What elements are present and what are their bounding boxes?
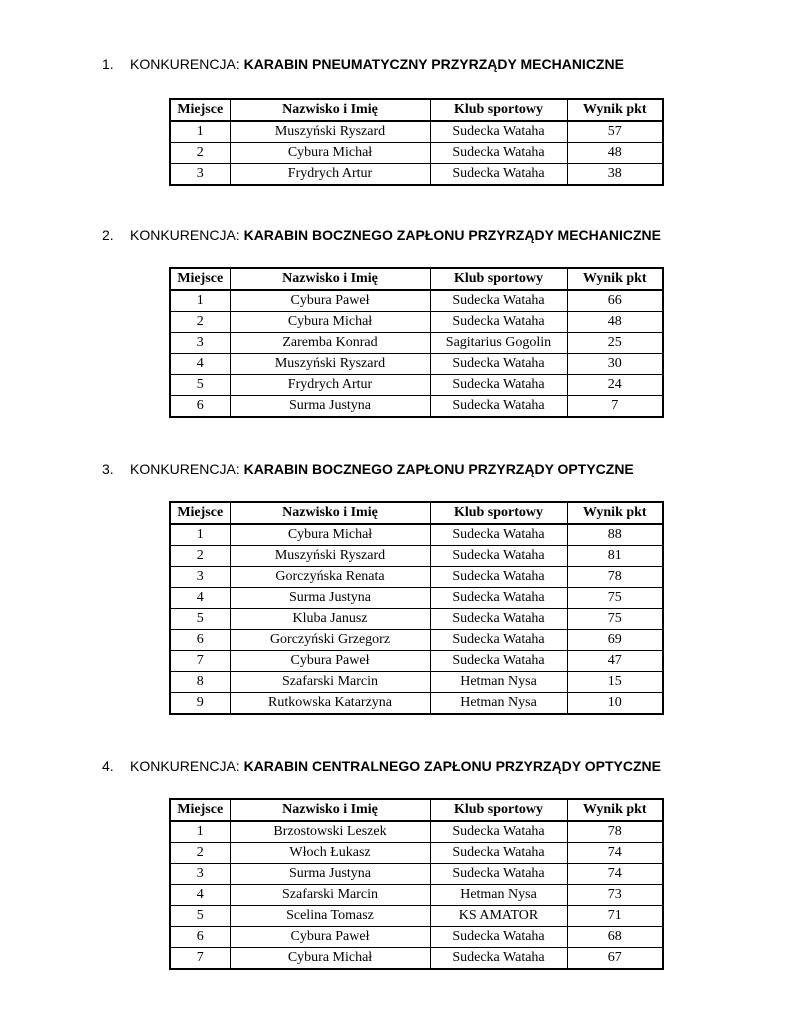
cell-score: 24: [567, 375, 663, 396]
cell-club: Sudecka Wataha: [430, 354, 567, 375]
cell-place: 4: [170, 354, 230, 375]
cell-score: 78: [567, 821, 663, 843]
cell-place: 4: [170, 885, 230, 906]
table-row: [170, 567, 663, 588]
cell-score: 69: [567, 630, 663, 651]
cell-place: 7: [170, 651, 230, 672]
cell-club: Sudecka Wataha: [430, 546, 567, 567]
header-place: Miejsce: [170, 799, 230, 821]
results-table: [169, 98, 664, 186]
cell-place: 2: [170, 546, 230, 567]
table-row: [170, 693, 663, 715]
table-row: [170, 290, 663, 312]
results-table: [169, 501, 664, 715]
cell-name: Muszyński Ryszard: [230, 121, 430, 143]
cell-place: 8: [170, 672, 230, 693]
cell-club: KS AMATOR: [430, 906, 567, 927]
competition-prefix: KONKURENCJA:: [130, 758, 240, 774]
cell-club: Sudecka Wataha: [430, 567, 567, 588]
header-club: Klub sportowy: [430, 799, 567, 821]
cell-club: Sudecka Wataha: [430, 312, 567, 333]
cell-place: 2: [170, 312, 230, 333]
header-score: Wynik pkt: [567, 99, 663, 121]
cell-score: 78: [567, 567, 663, 588]
results-table: [169, 798, 664, 970]
table-row: [170, 630, 663, 651]
cell-club: Sudecka Wataha: [430, 864, 567, 885]
cell-name: Scelina Tomasz: [230, 906, 430, 927]
cell-place: 5: [170, 609, 230, 630]
table-row: [170, 588, 663, 609]
cell-place: 2: [170, 143, 230, 164]
cell-name: Frydrych Artur: [230, 375, 430, 396]
table-row: [170, 651, 663, 672]
cell-score: 48: [567, 143, 663, 164]
table-row: [170, 864, 663, 885]
header-place: Miejsce: [170, 99, 230, 121]
cell-score: 57: [567, 121, 663, 143]
cell-score: 38: [567, 164, 663, 186]
table-row: [170, 312, 663, 333]
competition-number: 2.: [102, 227, 114, 243]
table-row: [170, 375, 663, 396]
cell-place: 6: [170, 630, 230, 651]
competition-prefix: KONKURENCJA:: [130, 227, 240, 243]
competition-prefix: KONKURENCJA:: [130, 56, 240, 72]
table-row: [170, 906, 663, 927]
competition-prefix: KONKURENCJA:: [130, 461, 240, 477]
header-name: Nazwisko i Imię: [230, 268, 430, 290]
table-row: [170, 885, 663, 906]
cell-name: Brzostowski Leszek: [230, 821, 430, 843]
cell-place: 1: [170, 524, 230, 546]
cell-club: Sudecka Wataha: [430, 843, 567, 864]
cell-club: Hetman Nysa: [430, 885, 567, 906]
cell-place: 9: [170, 693, 230, 715]
cell-club: Sagitarius Gogolin: [430, 333, 567, 354]
cell-name: Surma Justyna: [230, 588, 430, 609]
header-name: Nazwisko i Imię: [230, 99, 430, 121]
cell-club: Sudecka Wataha: [430, 609, 567, 630]
competition-title: KARABIN BOCZNEGO ZAPŁONU PRZYRZĄDY OPTYCZNE: [243, 461, 634, 477]
cell-place: 3: [170, 164, 230, 186]
cell-name: Cybura Paweł: [230, 927, 430, 948]
cell-score: 68: [567, 927, 663, 948]
header-name: Nazwisko i Imię: [230, 799, 430, 821]
cell-name: Frydrych Artur: [230, 164, 430, 186]
table-row: [170, 121, 663, 143]
cell-score: 10: [567, 693, 663, 715]
competition-heading: [102, 56, 624, 72]
cell-name: Zaremba Konrad: [230, 333, 430, 354]
header-club: Klub sportowy: [430, 99, 567, 121]
header-name: Nazwisko i Imię: [230, 502, 430, 524]
cell-score: 48: [567, 312, 663, 333]
cell-score: 88: [567, 524, 663, 546]
cell-place: 5: [170, 375, 230, 396]
header-club: Klub sportowy: [430, 502, 567, 524]
cell-score: 66: [567, 290, 663, 312]
competition-heading: [102, 461, 634, 477]
table-header-row: [170, 799, 663, 821]
competition-number: 3.: [102, 461, 114, 477]
cell-name: Muszyński Ryszard: [230, 546, 430, 567]
cell-club: Hetman Nysa: [430, 672, 567, 693]
cell-score: 74: [567, 864, 663, 885]
cell-club: Sudecka Wataha: [430, 927, 567, 948]
competition-title: KARABIN PNEUMATYCZNY PRZYRZĄDY MECHANICZNE: [243, 56, 624, 72]
cell-score: 47: [567, 651, 663, 672]
table-header-row: [170, 99, 663, 121]
cell-club: Sudecka Wataha: [430, 375, 567, 396]
cell-club: Sudecka Wataha: [430, 588, 567, 609]
cell-place: 1: [170, 121, 230, 143]
competition-number: 1.: [102, 56, 114, 72]
table-header-row: [170, 268, 663, 290]
cell-place: 1: [170, 290, 230, 312]
table-row: [170, 843, 663, 864]
table-row: [170, 396, 663, 418]
table-row: [170, 354, 663, 375]
table-row: [170, 948, 663, 970]
header-place: Miejsce: [170, 502, 230, 524]
cell-place: 7: [170, 948, 230, 970]
header-club: Klub sportowy: [430, 268, 567, 290]
header-score: Wynik pkt: [567, 268, 663, 290]
cell-name: Włoch Łukasz: [230, 843, 430, 864]
competition-title: KARABIN CENTRALNEGO ZAPŁONU PRZYRZĄDY OPTYCZNE: [243, 758, 661, 774]
cell-name: Cybura Paweł: [230, 651, 430, 672]
cell-name: Surma Justyna: [230, 864, 430, 885]
cell-score: 15: [567, 672, 663, 693]
table-row: [170, 927, 663, 948]
cell-name: Surma Justyna: [230, 396, 430, 418]
cell-club: Hetman Nysa: [430, 693, 567, 715]
table-row: [170, 164, 663, 186]
table-row: [170, 143, 663, 164]
cell-score: 30: [567, 354, 663, 375]
cell-club: Sudecka Wataha: [430, 524, 567, 546]
header-score: Wynik pkt: [567, 502, 663, 524]
table-row: [170, 333, 663, 354]
header-score: Wynik pkt: [567, 799, 663, 821]
cell-name: Cybura Michał: [230, 948, 430, 970]
cell-place: 1: [170, 821, 230, 843]
cell-club: Sudecka Wataha: [430, 164, 567, 186]
cell-name: Szafarski Marcin: [230, 885, 430, 906]
cell-name: Cybura Paweł: [230, 290, 430, 312]
table-row: [170, 524, 663, 546]
cell-place: 2: [170, 843, 230, 864]
cell-place: 6: [170, 396, 230, 418]
cell-name: Gorczyńska Renata: [230, 567, 430, 588]
cell-club: Sudecka Wataha: [430, 948, 567, 970]
cell-club: Sudecka Wataha: [430, 121, 567, 143]
header-place: Miejsce: [170, 268, 230, 290]
cell-score: 25: [567, 333, 663, 354]
cell-place: 3: [170, 333, 230, 354]
cell-name: Rutkowska Katarzyna: [230, 693, 430, 715]
cell-club: Sudecka Wataha: [430, 821, 567, 843]
competition-heading: [102, 758, 661, 774]
cell-name: Cybura Michał: [230, 312, 430, 333]
cell-club: Sudecka Wataha: [430, 290, 567, 312]
cell-score: 67: [567, 948, 663, 970]
competition-title: KARABIN BOCZNEGO ZAPŁONU PRZYRZĄDY MECHANICZNE: [243, 227, 661, 243]
cell-name: Szafarski Marcin: [230, 672, 430, 693]
competition-number: 4.: [102, 758, 114, 774]
cell-score: 74: [567, 843, 663, 864]
cell-score: 75: [567, 588, 663, 609]
cell-place: 6: [170, 927, 230, 948]
cell-club: Sudecka Wataha: [430, 651, 567, 672]
table-row: [170, 546, 663, 567]
cell-name: Cybura Michał: [230, 143, 430, 164]
cell-name: Kluba Janusz: [230, 609, 430, 630]
cell-club: Sudecka Wataha: [430, 396, 567, 418]
cell-name: Gorczyński Grzegorz: [230, 630, 430, 651]
cell-place: 3: [170, 864, 230, 885]
table-row: [170, 821, 663, 843]
cell-place: 5: [170, 906, 230, 927]
competition-heading: [102, 227, 661, 243]
cell-club: Sudecka Wataha: [430, 630, 567, 651]
table-row: [170, 672, 663, 693]
cell-name: Cybura Michał: [230, 524, 430, 546]
cell-score: 73: [567, 885, 663, 906]
table-header-row: [170, 502, 663, 524]
cell-score: 75: [567, 609, 663, 630]
cell-name: Muszyński Ryszard: [230, 354, 430, 375]
cell-club: Sudecka Wataha: [430, 143, 567, 164]
cell-place: 4: [170, 588, 230, 609]
cell-score: 7: [567, 396, 663, 418]
cell-place: 3: [170, 567, 230, 588]
cell-score: 71: [567, 906, 663, 927]
table-row: [170, 609, 663, 630]
cell-score: 81: [567, 546, 663, 567]
results-table: [169, 267, 664, 418]
